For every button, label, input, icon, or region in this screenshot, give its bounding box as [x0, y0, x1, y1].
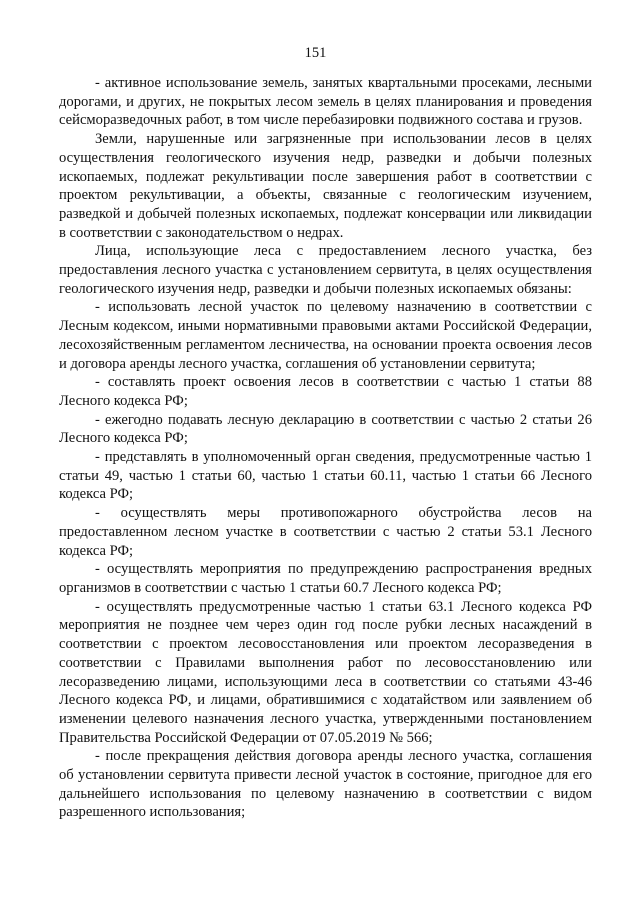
- list-item-development-project: - составлять проект освоения лесов в соответствии с частью 1 статьи 88 Лесного кодекса РФ;: [59, 374, 592, 409]
- list-item-reforestation: - осуществлять предусмотренные частью 1 статьи 63.1 Лесного кодекса РФ мероприятия не позднее чем через один год после рубки лесных насаждений в соответствии с проектом лесовосстановления или проектом лесоразведения в соответствии с Правилами выполнения работ по лесовосстановлению или лесоразведению лицами, использующими леса в соответствии со статьями 43-46 Лесного кодекса РФ, и лицами, обратившимися с ходатайством или заявлением об изменении целевого назначения лесного участка, утвержденными постановлением Правительства Российской Федерации от 07.05.2019 № 566;: [59, 598, 592, 746]
- list-item-submit-information: - представлять в уполномоченный орган сведения, предусмотренные частью 1 статьи 49, частью 1 статьи 60, частью 1 статьи 60.11, частью 1 статьи 66 Лесного кодекса РФ;: [59, 449, 592, 503]
- list-item-fire-protection: - осуществлять меры противопожарного обустройства лесов на предоставленном лесном участке в соответствии с частью 2 статьи 53.1 Лесного кодекса РФ;: [59, 505, 592, 559]
- page-number: 151: [304, 45, 327, 61]
- list-item-forest-declaration: - ежегодно подавать лесную декларацию в соответствии с частью 2 статьи 26 Лесного кодекса РФ;: [59, 411, 592, 447]
- document-body: [59, 74, 592, 822]
- paragraph-land-recultivation: Земли, нарушенные или загрязненные при использовании лесов в целях осуществления геологического изучения недр, разведки и добычи полезных ископаемых, подлежат рекультивации после завершения работ в соответствии с проектом рекультивации, а объекты, связанные с геологическим изучением, разведкой и добычей полезных ископаемых, подлежат консервации или ликвидации в соответствии с законодательством о недрах.: [59, 131, 592, 241]
- paragraph-seismic-works: - активное использование земель, занятых квартальными просеками, лесными дорогами, и других, не покрытых лесом земель в целях планирования и проведения сейсморазведочных работ, в том числе перебазировки подвижного состава и грузов.: [59, 75, 592, 129]
- list-item-restore-plot: - после прекращения действия договора аренды лесного участка, соглашения об установлении сервитута привести лесной участок в состояние, пригодное для его дальнейшего использования по целевому назначению в соответствии с видом разрешенного использования;: [59, 748, 592, 821]
- list-item-use-plot: - использовать лесной участок по целевому назначению в соответствии с Лесным кодексом, иными нормативными правовыми актами Российской Федерации, лесохозяйственным регламентом лесничества, на основании проекта освоения лесов и договора аренды лесного участка, соглашения об установлении сервитута;: [59, 299, 592, 372]
- list-item-harmful-organisms: - осуществлять мероприятия по предупреждению распространения вредных организмов в соответствии с частью 1 статьи 60.7 Лесного кодекса РФ;: [59, 561, 592, 596]
- paragraph-obligations-intro: Лица, использующие леса с предоставлением лесного участка, без предоставления лесного участка с установлением сервитута, в целях осуществления геологического изучения недр, разведки и добычи полезных ископаемых обязаны:: [59, 243, 592, 297]
